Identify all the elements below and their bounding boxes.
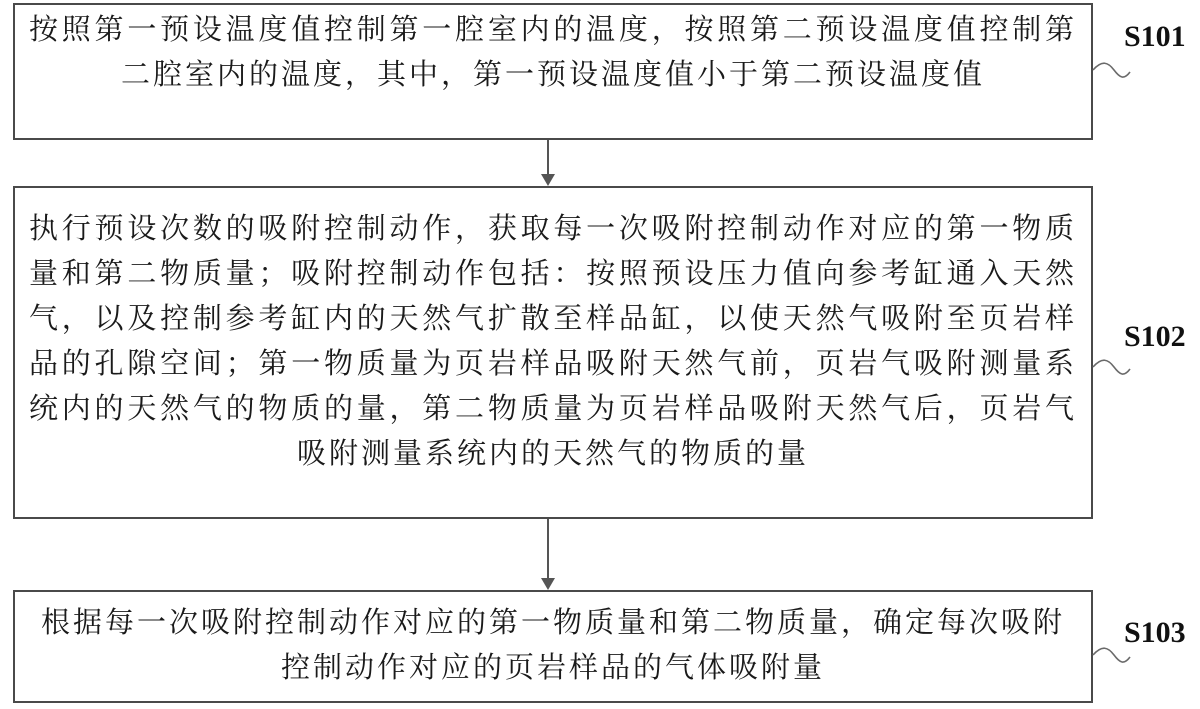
leader-line-s103 (1093, 648, 1130, 662)
leader-line-s101 (1093, 63, 1130, 77)
step-label-s103: S103 (1124, 616, 1186, 649)
arrow-s101-to-s102 (541, 140, 555, 186)
step-text-s102: 执行预设次数的吸附控制动作，获取每一次吸附控制动作对应的第一物质量和第二物质量；吸附控制动作包括：按照预设压力值向参考缸通入天然气，以及控制参考缸内的天然气扩散至样品缸，以使天然气吸附至页岩样品的孔隙空间；第一物质量为页岩样品吸附天然气前，页岩气吸附测量系统内的天然气的物质的量，第二物质量为页岩样品吸附天然气后，页岩气吸附测量系统内的天然气的物质的量 (29, 211, 1077, 470)
step-text-s101: 按照第一预设温度值控制第一腔室内的温度，按照第二预设温度值控制第二腔室内的温度，其中，第一预设温度值小于第二预设温度值 (29, 12, 1077, 91)
step-box-s103 (13, 590, 1093, 703)
step-label-s102: S102 (1124, 320, 1186, 353)
step-label-s101: S101 (1124, 20, 1186, 53)
leader-line-s102 (1093, 360, 1130, 374)
step-box-s102 (13, 186, 1093, 519)
step-box-s101 (13, 3, 1093, 140)
step-text-s103: 根据每一次吸附控制动作对应的第一物质量和第二物质量，确定每次吸附控制动作对应的页岩样品的气体吸附量 (40, 605, 1065, 684)
arrow-s102-to-s103 (541, 519, 555, 590)
